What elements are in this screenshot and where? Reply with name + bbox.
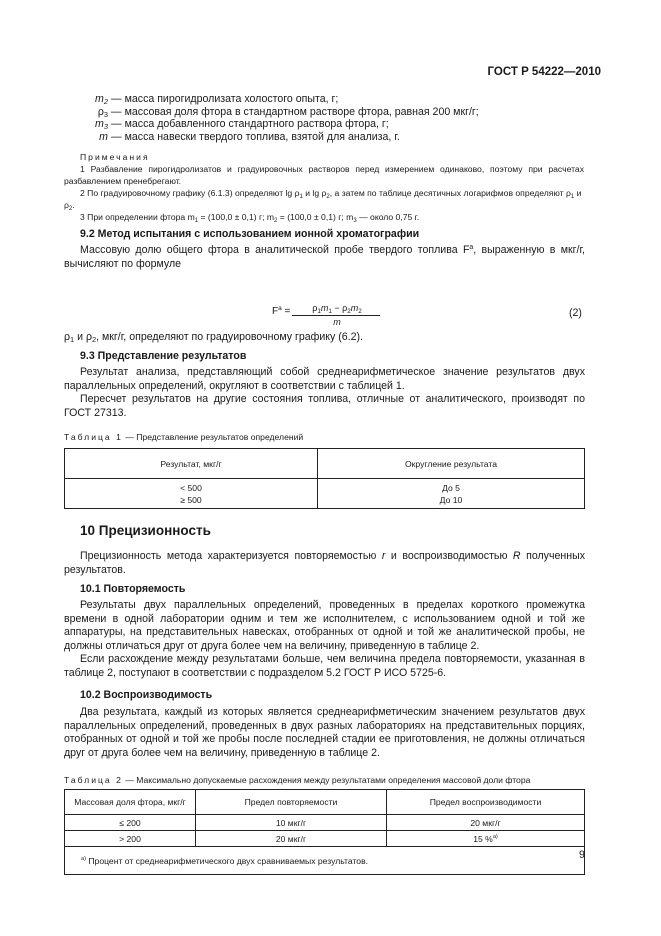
note-3: 3 При определении фтора $m_1 = (100,0 \pm 0,1)$ г; $m_2 = (100,0 \pm 0,1)$ г; $m_3$ — около 0,75 г.	[80, 212, 420, 224]
fraction-line	[292, 315, 380, 316]
definition-text: массовая доля фтора в стандартном растворе фтора, равная 200 мкг/г;	[124, 105, 479, 118]
section-9-2-paragraph: Массовую долю общего фтора в аналитической пробе твердого топлива $F^a$, выраженную в мкг/г, вычисляют по формуле	[64, 244, 585, 270]
section-9-3-paragraph-1: Результат анализа, представляющий собой среднеарифметическое значение результатов двух параллельных определений, округляют в соответствии с таблицей 1.	[64, 366, 585, 392]
formula-number: (2)	[569, 307, 582, 319]
table-1	[64, 448, 585, 509]
note-1: 1 Разбавление пирогидролизатов и градуировочных растворов перед измерением одинаково, поэтому при расчетах разбавлением пренебрегают.	[64, 164, 584, 186]
formula-explanation: $\rho_1$ и $\rho_2$, мкг/г, определяют по градуировочному графику (6.2).	[64, 331, 363, 344]
table-cell: До 5 До 10	[318, 479, 585, 509]
definition-text: масса добавленного стандартного раствора фтора, г;	[124, 118, 389, 130]
definition-row: $m_3$ — масса добавленного стандартного раствора фтора, г;	[95, 118, 389, 131]
definition-row: $m_2$ — масса пирогидролизата холостого опыта, г;	[95, 93, 339, 106]
formula-denominator: m	[333, 317, 341, 327]
table-cell: 20 мкг/г	[387, 815, 585, 831]
table-cell: ≤ 200	[65, 815, 196, 831]
table-cell: 20 мкг/г	[196, 831, 387, 847]
symbol-definitions	[64, 93, 584, 143]
section-9-3-title: 9.3 Представление результатов	[80, 350, 247, 362]
table-header-cell: Предел воспроизводимости	[387, 790, 585, 815]
table-1-caption: Таблица 1 — Представление результатов определений	[64, 432, 304, 442]
table-2	[64, 789, 585, 875]
table-cell: 15 %$^{a)}$	[387, 831, 585, 847]
section-10-2-title: 10.2 Воспроизводимость	[80, 689, 213, 701]
symbol: m	[95, 93, 104, 105]
symbol: m	[99, 130, 108, 143]
definition-text: масса пирогидролизата холостого опыта, г;	[124, 93, 339, 105]
table-header-cell: Округление результата	[318, 449, 585, 479]
notes-title: Примечания	[80, 152, 150, 162]
document-page: ГОСТ Р 54222—2010 $m_2$ — масса пирогидролизата холостого опыта, г; $\rho_3$ — массовая доля фтора в стандартном растворе фтора, равная 200 мкг/г; $m_3$ — масса добавленного стандартного раствора фтора, г; m — масса навески твердого топлива, взятой для анализа, г. Примечания 1 Разбавление пирогидролизатов и градуировочных растворов перед измерением одинаково, поэтому при расчетах разбавлением пренебрегают. 2 По градуировочному графику (6.1.3) определяют $\lg \rho_1$ и $\lg \rho_2$, а затем по таблице десятичных логарифмов определяют $\rho_1$ и $\rho_2$. 3 При определении фтора $m_1 = (100,0 \pm 0,1)$ г; $m_2 = (100,0 \pm 0,1)$ г; $m_3$ — около 0,75 г. 9.2 Метод испытания с использованием ионной хроматографии Массовую долю общего фтора в аналитической пробе твердого топлива $F^a$, выраженную в мкг/г, вычисляют по формуле $F^a$ = $\rho_1m_1 - \rho_2m_2$ m (2) $\rho_1$ и $\rho_2$, мкг/г, определяют по градуировочному графику (6.2). 9.3 Представление результатов Результат анализа, представляющий собой среднеарифметическое значение результатов двух параллельных определений, округляют в соответствии с таблицей 1. Пересчет результатов на другие состояния топлива, отличные от аналитического, производят по ГОСТ 27313. Таблица 1 — Представление результатов определений Результат, мкг/г Округление результата < 500 ≥ 500 До 5 До 10 10 Прецизионность Прецизионность метода характеризуется повторяемостью r и воспроизводимостью R полученных результатов. 10.1 Повторяемость Результаты двух параллельных определений, проведенных в пределах короткого промежутка времени в одной лаборатории одним и тем же исполнителем, с использованием одной и той же аппаратуры, на представительных навесках, отобранных от одной и той же аналитической пробы, не должны отличаться друг от друга более чем на величину, приведенную в таблице 2. Если расхождение между результатами больше, чем величина предела повторяемости, указанная в таблице 2, поступают в соответствии с подразделом 5.2 ГОСТ Р ИСО 5725-6. 10.2 Воспроизводимость Два результата, каждый из которых является среднеарифметическим значением результатов двух параллельных определений, проведенных в двух разных лабораториях на представительных порциях, отобранных от одной и той же пробы после последней стадии ее приготовления, не должны отличаться друг от друга более чем на величину, приведенную в таблице 2. Таблица 2 — Максимально допускаемые расхождения между результатами определения массовой доли фтора Массовая доля фтора, мкг/г Предел повторяемости Предел воспроизводимости ≤ 200 10 мкг/г 20 мкг/г > 200 20 мкг/г 15 %$^{a)}$ $^{a)}$ Процент от среднеарифметического двух сравниваемых результатов. 9	[0, 0, 661, 936]
table-header-cell: Массовая доля фтора, мкг/г	[65, 790, 196, 815]
definition-text: масса навески твердого топлива, взятой для анализа, г.	[124, 130, 400, 143]
definition-row: $\rho_3$ — массовая доля фтора в стандартном растворе фтора, равная 200 мкг/г;	[97, 105, 479, 119]
table-cell: 10 мкг/г	[196, 815, 387, 831]
table-header-cell: Результат, мкг/г	[65, 449, 318, 479]
section-10-2-paragraph: Два результата, каждый из которых является среднеарифметическим значением результатов двух параллельных определений, проведенных в двух разных лабораториях на представительных порциях, отобранных от одной и той же пробы после последней стадии ее приготовления, не должны отличаться друг от друга более чем на величину, приведенную в таблице 2.	[64, 706, 585, 759]
section-10-1-paragraph-1: Результаты двух параллельных определений, проведенных в пределах короткого промежутка времени в одной лаборатории одним и тем же исполнителем, с использованием одной и той же аппаратуры, на представительных навесках, отобранных от одной и той же аналитической пробы, не должны отличаться друг от друга более чем на величину, приведенную в таблице 2.	[64, 599, 585, 652]
standard-header: ГОСТ Р 54222—2010	[487, 66, 601, 78]
section-10-title: 10 Прецизионность	[80, 523, 211, 538]
section-9-3-paragraph-2: Пересчет результатов на другие состояния топлива, отличные от аналитического, производят по ГОСТ 27313.	[64, 393, 585, 419]
note-2: 2 По градуировочному графику (6.1.3) определяют $\lg \rho_1$ и $\lg \rho_2$, а затем по таблице десятичных логарифмов определяют $\rho_1$ и $\rho_2$.	[64, 188, 582, 212]
table-cell: < 500 ≥ 500	[65, 479, 318, 509]
table-header-cell: Предел повторяемости	[196, 790, 387, 815]
table-footnote: $^{a)}$ Процент от среднеарифметического двух сравниваемых результатов.	[65, 847, 585, 875]
section-10-paragraph: Прецизионность метода характеризуется повторяемостью r и воспроизводимостью R полученных результатов.	[64, 550, 586, 576]
table-2-caption: Таблица 2 — Максимально допускаемые расхождения между результатами определения массовой доли фтора	[64, 775, 531, 785]
symbol: ρ	[97, 105, 104, 118]
section-10-1-title: 10.1 Повторяемость	[80, 583, 186, 595]
section-10-1-paragraph-2: Если расхождение между результатами больше, чем величина предела повторяемости, указанная в таблице 2, поступают в соответствии с подразделом 5.2 ГОСТ Р ИСО 5725-6.	[64, 653, 585, 679]
section-9-2-title: 9.2 Метод испытания с использованием ионной хроматографии	[80, 228, 420, 240]
formula-numerator: $\rho_1m_1 - \rho_2m_2$	[312, 303, 362, 315]
table-cell: > 200	[65, 831, 196, 847]
symbol: m	[95, 118, 104, 130]
definition-row: m — масса навески твердого топлива, взятой для анализа, г.	[99, 130, 400, 143]
page-number: 9	[579, 849, 585, 861]
